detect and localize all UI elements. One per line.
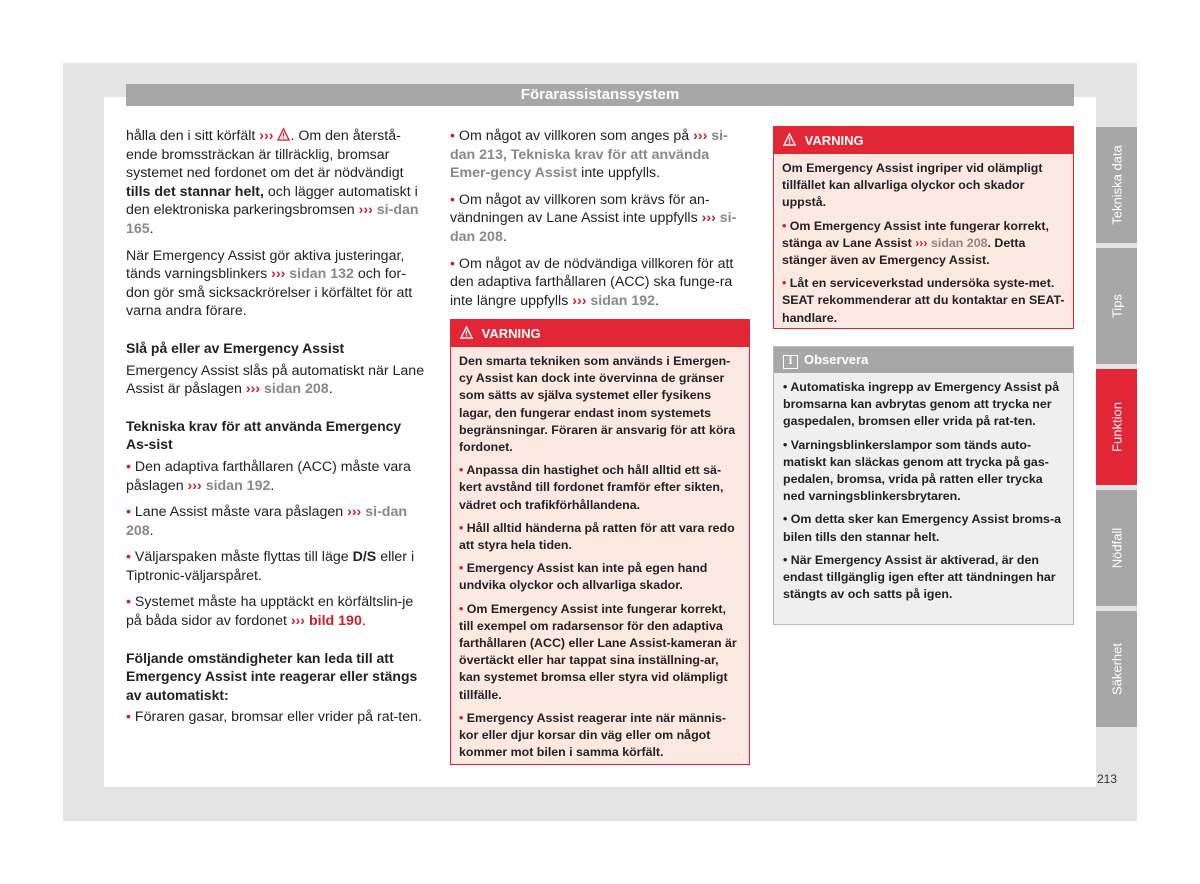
- paragraph: När Emergency Assist gör aktiva justeringar, tänds varningsblinkers ››› sidan 132 och for-don gör små sicksackrörelser i körfältet för att varna andra förare.: [126, 247, 413, 320]
- warning-body: [451, 347, 749, 773]
- warning-title: VARNING: [481, 326, 541, 341]
- warning-triangle-icon: [460, 326, 473, 339]
- list-item: • Föraren gasar, bromsar eller vrider på rat-ten.: [126, 709, 422, 726]
- column-2: [450, 127, 750, 318]
- warning-intro: Den smarta tekniken som används i Emergen-cy Assist kan dock inte övervinna de gränser som sätts av själva systemet eller fysikens lagar, den fungerar endast inom systemets begränsningar. Föraren är ansvarig för att köra fordonet.: [459, 354, 736, 455]
- list-item: • Systemet måste ha upptäckt en körfältslin-je på båda sidor av fordonet ››› bild 190.: [126, 594, 414, 630]
- warning-item: • Anpassa din hastighet och håll alltid ett sä-kert avstånd till fordonet framför efter sikten, vädret och trafikförhållandena.: [459, 463, 724, 512]
- warning-item: • Emergency Assist reagerar inte när männis-kor eller djur korsar din väg eller om något kommer mot bilen i samma körfält.: [459, 710, 726, 760]
- warning-item: • Om Emergency Assist inte fungerar korrekt, till exempel om radarsensor för den adaptiva farthållaren (ACC) eller Lane Assist-kameran är övertäckt eller har tappat sina inställning-ar, kan systemet bromsa eller styra vid olämpligt tillfälle.: [459, 601, 737, 702]
- paragraph: Emergency Assist slås på automatiskt när Lane Assist är påslagen ››› sidan 208.: [126, 362, 425, 398]
- warning-body: [774, 154, 1073, 339]
- cross-reference-link[interactable]: si-dan 213, Tekniska krav för att använda Emer-gency Assist: [450, 128, 728, 182]
- info-icon: i: [783, 355, 798, 369]
- warning-box: [773, 126, 1074, 329]
- cross-reference-link[interactable]: si-dan 208: [450, 210, 737, 245]
- subheading: Följande omständigheter kan leda till att Emergency Assist inte reagerar eller stängs av automatiskt:: [126, 649, 418, 703]
- cross-reference-link[interactable]: sidan 132: [289, 266, 354, 283]
- warning-item: • Emergency Assist kan inte på egen hand undvika olyckor och allvarliga skador.: [459, 561, 708, 593]
- figure-reference-link[interactable]: bild 190: [309, 613, 362, 630]
- cross-reference-link[interactable]: sidan 208: [264, 381, 329, 398]
- note-header: [774, 347, 1073, 373]
- note-body: [774, 373, 1073, 615]
- list-item: • Väljarspaken måste flyttas till läge D/S eller i Tiptronic-väljarspåret.: [126, 549, 415, 584]
- note-item: • Om detta sker kan Emergency Assist broms-a bilen tills den stannar helt.: [783, 512, 1061, 544]
- column-1: [126, 127, 426, 735]
- cross-reference-link[interactable]: sidan 208: [931, 235, 988, 250]
- note-box: [773, 346, 1074, 625]
- warning-item: • Låt en serviceverkstad undersöka syste-met. SEAT rekommenderar att du kontaktar en SEAT-handlare.: [782, 276, 1065, 325]
- subheading: Slå på eller av Emergency Assist: [126, 339, 345, 356]
- warning-box: [450, 319, 750, 765]
- note-title: Observera: [804, 352, 869, 367]
- cross-reference-link[interactable]: sidan 192: [590, 292, 656, 309]
- cross-reference-link[interactable]: si-dan 208: [126, 504, 408, 539]
- list-item: • Om något av villkoren som anges på ››› si-dan 213, Tekniska krav för att använda Emer-gency Assist inte uppfylls.: [450, 128, 728, 182]
- tab-nodfall[interactable]: Nödfall: [1096, 490, 1137, 606]
- warning-header: [774, 127, 1073, 154]
- list-item: • Lane Assist måste vara påslagen ››› si-dan 208.: [126, 504, 408, 539]
- note-item: • När Emergency Assist är aktiverad, är den endast tillgänglig igen efter att tändningen har stängts av och satts på igen.: [783, 552, 1056, 602]
- tab-funktion[interactable]: Funktion: [1096, 369, 1137, 485]
- list-item: • Om något av villkoren som krävs för an-vändningen av Lane Assist inte uppfylls ››› si-dan 208.: [450, 191, 737, 245]
- cross-reference-link[interactable]: si-dan 165: [126, 202, 419, 237]
- warning-title: VARNING: [804, 133, 864, 148]
- note-item: • Automatiska ingrepp av Emergency Assist på bromsarna kan avbrytas genom att trycka ner gaspedalen, bromsen eller vrida på rat-ten.: [783, 380, 1060, 429]
- warning-item: • Om Emergency Assist inte fungerar korrekt, stänga av Lane Assist ››› sidan 208. Detta stänger även av Emergency Assist.: [782, 218, 1049, 268]
- warning-intro: Om Emergency Assist ingriper vid olämpligt tillfället kan allvarliga olyckor och skador uppstå.: [782, 161, 1043, 210]
- warning-header: [451, 320, 749, 347]
- warning-item: • Håll alltid händerna på ratten för att vara redo att styra hela tiden.: [459, 520, 735, 553]
- list-item: • Den adaptiva farthållaren (ACC) måste vara påslagen ››› sidan 192.: [126, 458, 411, 494]
- tab-tips[interactable]: Tips: [1096, 248, 1137, 364]
- tab-sakerhet[interactable]: Säkerhet: [1096, 611, 1137, 727]
- page-number: 213: [1097, 772, 1118, 786]
- tab-tekniska-data[interactable]: Tekniska data: [1096, 127, 1137, 243]
- warning-triangle-icon: [783, 133, 796, 146]
- cross-reference-link[interactable]: sidan 192: [205, 477, 271, 494]
- list-item: • Om något av de nödvändiga villkoren för att den adaptiva farthållaren (ACC) ska funge-ra inte längre uppfylls ››› sidan 192.: [450, 255, 734, 309]
- paragraph: hålla den i sitt körfält ››› . Om den återstå-ende bromssträckan är tillräcklig, bromsar systemet ned fordonet om det är nödvändigt tills det stannar helt, och lägger automatiskt i den elektroniska parkeringsbromsen ››› si-dan 165.: [126, 128, 419, 237]
- note-item: • Varningsblinkerslampor som tänds auto-matiskt kan släckas genom att trycka på gas-pedalen, bromsa, vrida på ratten eller trycka ned varningsblinkersbrytaren.: [783, 437, 1049, 504]
- warning-triangle-icon: [277, 128, 290, 141]
- subheading: Tekniska krav för att använda Emergency As-sist: [126, 417, 402, 453]
- section-header: Förarassistanssystem: [126, 84, 1074, 106]
